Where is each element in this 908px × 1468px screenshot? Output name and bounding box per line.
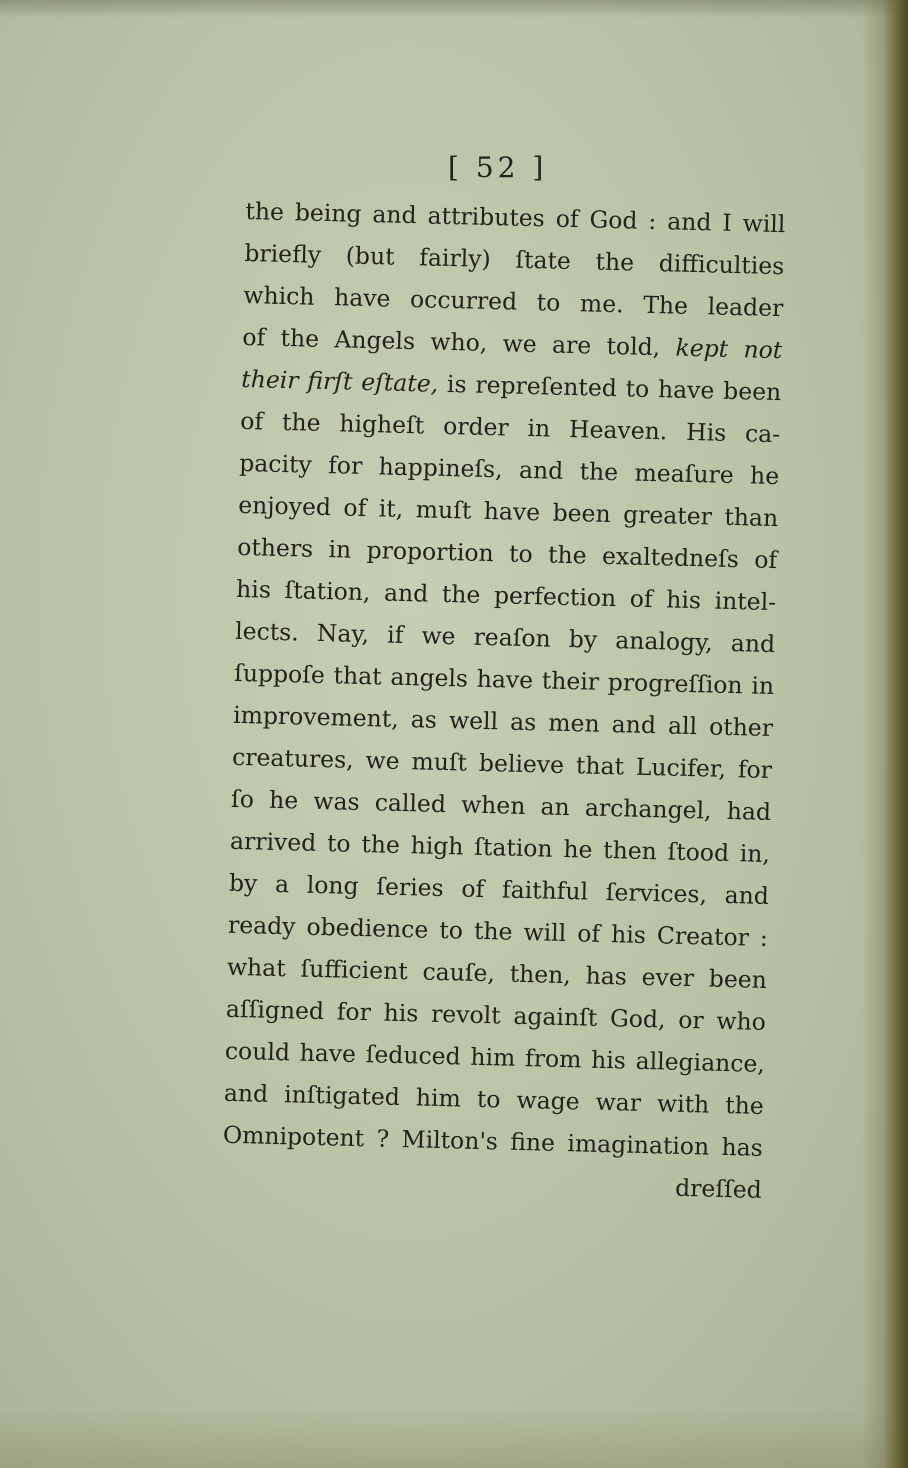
body-text bbox=[221, 190, 785, 1211]
italic-text: their firſt eſtate, bbox=[241, 364, 439, 398]
text-segment: by a long ſeries of faithful ſervices, and bbox=[228, 868, 770, 910]
text-segment: lects. Nay, if we reaſon by analogy, and bbox=[234, 616, 776, 659]
text-segment: others in proportion to the exaltedneſs of bbox=[236, 532, 778, 575]
text-segment: and inſtigated him to wage war with the bbox=[223, 1078, 765, 1120]
page-binding-edge bbox=[862, 0, 908, 1468]
text-segment: the being and attributes of God : and I will bbox=[245, 196, 786, 239]
text-segment: briefly (but fairly) ſtate the difficulties bbox=[244, 238, 785, 281]
italic-text: kept not bbox=[675, 333, 783, 365]
text-segment: creatures, we muſt believe that Lucifer, for bbox=[231, 742, 773, 785]
text-segment: improvement, as well as men and all other bbox=[232, 700, 774, 743]
text-segment: pacity for happineſs, and the meaſure he bbox=[238, 448, 780, 491]
text-segment: enjoyed of it, muſt have been greater than bbox=[237, 490, 779, 533]
text-segment: of the Angels who, we are told, bbox=[242, 322, 676, 362]
text-segment: aſſigned for his revolt againſt God, or who bbox=[225, 994, 767, 1036]
text-segment: arrived to the high ſtation he then ſtood in, bbox=[229, 826, 771, 868]
catchword: dreſſed bbox=[674, 1173, 763, 1204]
page-bottom-stain bbox=[0, 1408, 908, 1468]
page-top-shadow bbox=[0, 0, 908, 18]
text-segment: ſuppoſe that angels have their progreſſion in bbox=[233, 658, 775, 701]
text-segment: could have ſeduced him from his allegiance, bbox=[224, 1036, 766, 1078]
text-segment: what ſufficient cauſe, then, has ever been bbox=[226, 952, 768, 994]
text-segment: of the higheſt order in Heaven. His ca- bbox=[240, 406, 781, 449]
text-segment: ſo he was called when an archangel, had bbox=[230, 784, 772, 827]
text-segment: ready obedience to the will of his Creator : bbox=[227, 910, 769, 952]
text-segment: his ſtation, and the perfection of his intel- bbox=[235, 574, 777, 617]
text-segment: Omnipotent ? Milton's fine imagination has bbox=[222, 1120, 764, 1162]
text-segment: is repreſented to have been bbox=[437, 369, 782, 407]
text-segment: which have occurred to me. The leader bbox=[243, 280, 784, 323]
page-number-header: [ 52 ] bbox=[448, 151, 548, 184]
